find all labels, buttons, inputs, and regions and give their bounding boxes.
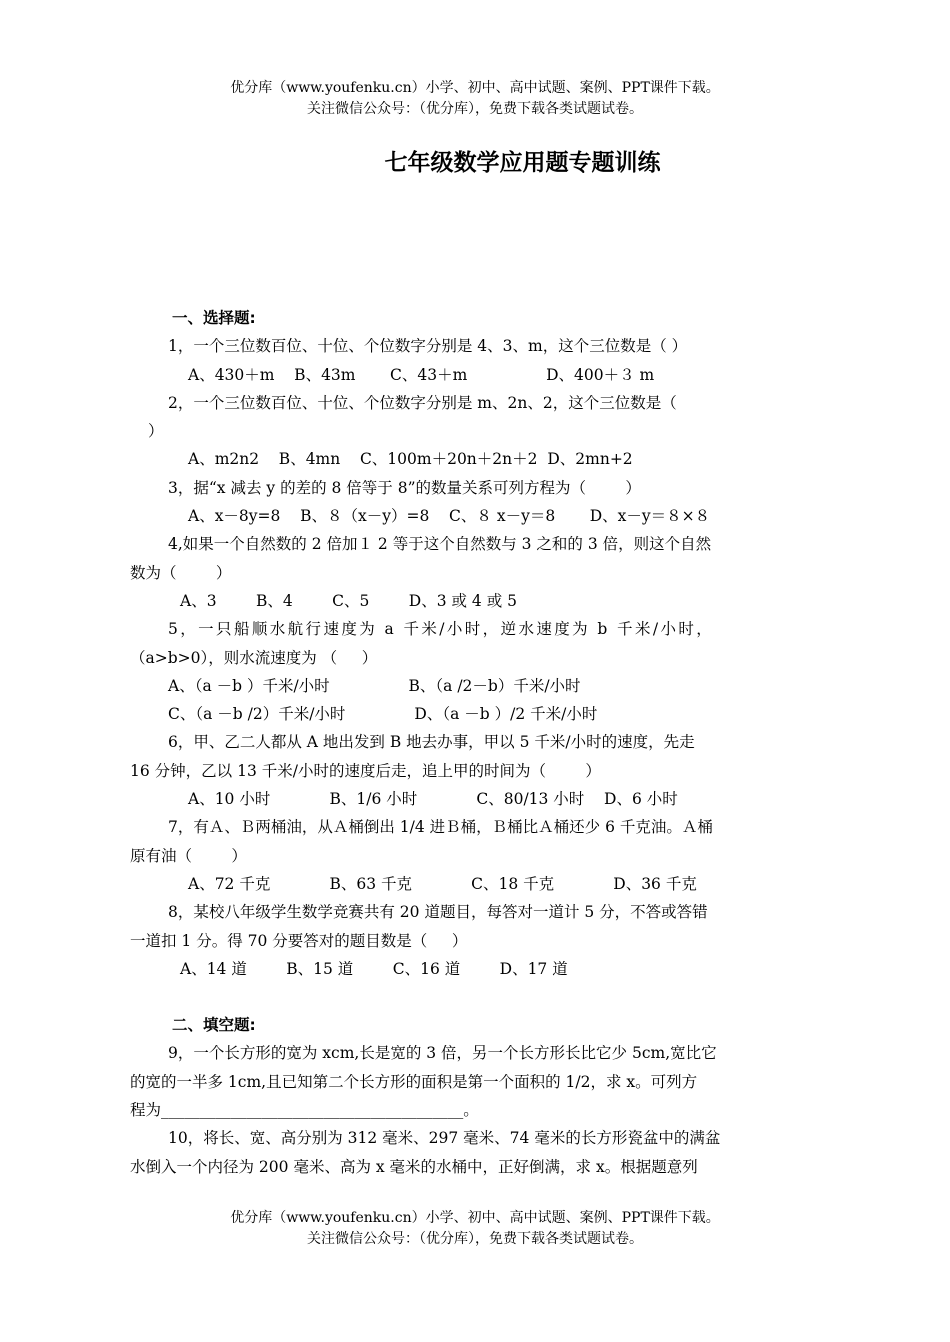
question-3: 3，据“x 减去 y 的差的 8 倍等于 8”的数量关系可列方程为（ ） bbox=[168, 478, 641, 497]
section-heading-fill: 二、填空题: bbox=[172, 1016, 256, 1035]
question-7-options: A、72 千克 B、63 千克 C、18 千克 D、36 千克 bbox=[188, 874, 697, 893]
section-gap bbox=[130, 983, 822, 1011]
question-6-cont: 16 分钟，乙以 13 千米/小时的速度后走，追上甲的时间为（ ） bbox=[130, 761, 601, 780]
question-6-options: A、10 小时 B、1/6 小时 C、80/13 小时 D、6 小时 bbox=[188, 790, 678, 809]
question-8-cont: 一道扣 1 分。得 70 分要答对的题目数是（ ） bbox=[130, 931, 468, 950]
footer-line-2: 关注微信公众号：（优分库），免费下载各类试题试卷。 bbox=[307, 1231, 643, 1247]
question-2-cont: ） bbox=[148, 422, 164, 441]
header-line-2: 关注微信公众号：（优分库），免费下载各类试题试卷。 bbox=[307, 101, 643, 117]
question-8: 8，某校八年级学生数学竞赛共有 20 道题目，每答对一道计 5 分，不答或答错 bbox=[168, 903, 708, 922]
question-4-cont: 数为（ ） bbox=[130, 563, 232, 582]
question-10-cont: 水倒入一个内径为 200 毫米、高为 x 毫米的水桶中，正好倒满，求 x。根据题意列 bbox=[130, 1157, 698, 1176]
question-4: 4,如果一个自然数的 2 倍加１ 2 等于这个自然数与 3 之和的 3 倍，则这个自然 bbox=[168, 535, 712, 554]
page-header bbox=[0, 78, 950, 120]
section-heading-choice: 一、选择题: bbox=[172, 309, 256, 327]
question-9: 9，一个长方形的宽为 xcm,长是宽的 3 倍，另一个长方形长比它少 5cm,宽比它 bbox=[168, 1044, 717, 1063]
document-body bbox=[130, 304, 822, 1181]
question-7-cont: 原有油（ ） bbox=[130, 846, 247, 865]
question-1: 1，一个三位数百位、十位、个位数字分别是 4、3、m，这个三位数是（ ） bbox=[168, 337, 688, 356]
page-footer bbox=[0, 1208, 950, 1250]
question-7: 7，有Ａ、Ｂ两桶油，从Ａ桶倒出 1/4 进Ｂ桶，Ｂ桶比Ａ桶还少 6 千克油。Ａ桶 bbox=[168, 818, 713, 837]
question-5: 5，一只船顺水航行速度为 a 千米/小时，逆水速度为 b 千米/小时， bbox=[168, 620, 715, 639]
question-9-cont-1: 的宽的一半多 1cm,且已知第二个长方形的面积是第一个面积的 1/2，求 x。可列方 bbox=[130, 1072, 698, 1091]
question-6: 6，甲、乙二人都从 A 地出发到 B 地去办事，甲以 5 千米/小时的速度，先走 bbox=[168, 733, 695, 752]
question-8-options: A、14 道 B、15 道 C、16 道 D、17 道 bbox=[180, 959, 568, 978]
question-1-options: A、430＋m B、43m C、43＋m D、400＋３ m bbox=[188, 365, 655, 384]
header-line-1: 优分库（www.youfenku.cn）小学、初中、高中试题、案例、PPT课件下载。 bbox=[230, 80, 720, 96]
question-5-options-cd: C、（a －b /2）千米/小时 D、（a －b ）/2 千米/小时 bbox=[168, 705, 598, 724]
question-2: 2，一个三位数百位、十位、个位数字分别是 m、2n、2，这个三位数是（ bbox=[168, 393, 677, 412]
question-10: 10，将长、宽、高分别为 312 毫米、297 毫米、74 毫米的长方形瓷盆中的满盆 bbox=[168, 1129, 721, 1148]
question-3-options: A、x－8y=8 B、８（x－y）=8 C、８ x－y＝8 D、x－y＝８×８ bbox=[188, 507, 711, 526]
question-4-options: A、3 B、4 C、5 D、3 或 4 或 5 bbox=[180, 591, 517, 610]
question-9-cont-2: 程为_______________________________________。 bbox=[130, 1101, 479, 1120]
question-5-options-ab: A、（a －b ）千米/小时 B、（a /2－b）千米/小时 bbox=[168, 676, 581, 695]
question-2-options: A、m2n2 B、4mn C、100m＋20n＋2n＋2 D、2mn+2 bbox=[188, 450, 633, 469]
page-title: 七年级数学应用题专题训练 bbox=[384, 150, 661, 176]
footer-line-1: 优分库（www.youfenku.cn）小学、初中、高中试题、案例、PPT课件下载。 bbox=[230, 1210, 720, 1226]
question-5-cont: （a>b>0），则水流速度为 （ ） bbox=[130, 648, 378, 667]
